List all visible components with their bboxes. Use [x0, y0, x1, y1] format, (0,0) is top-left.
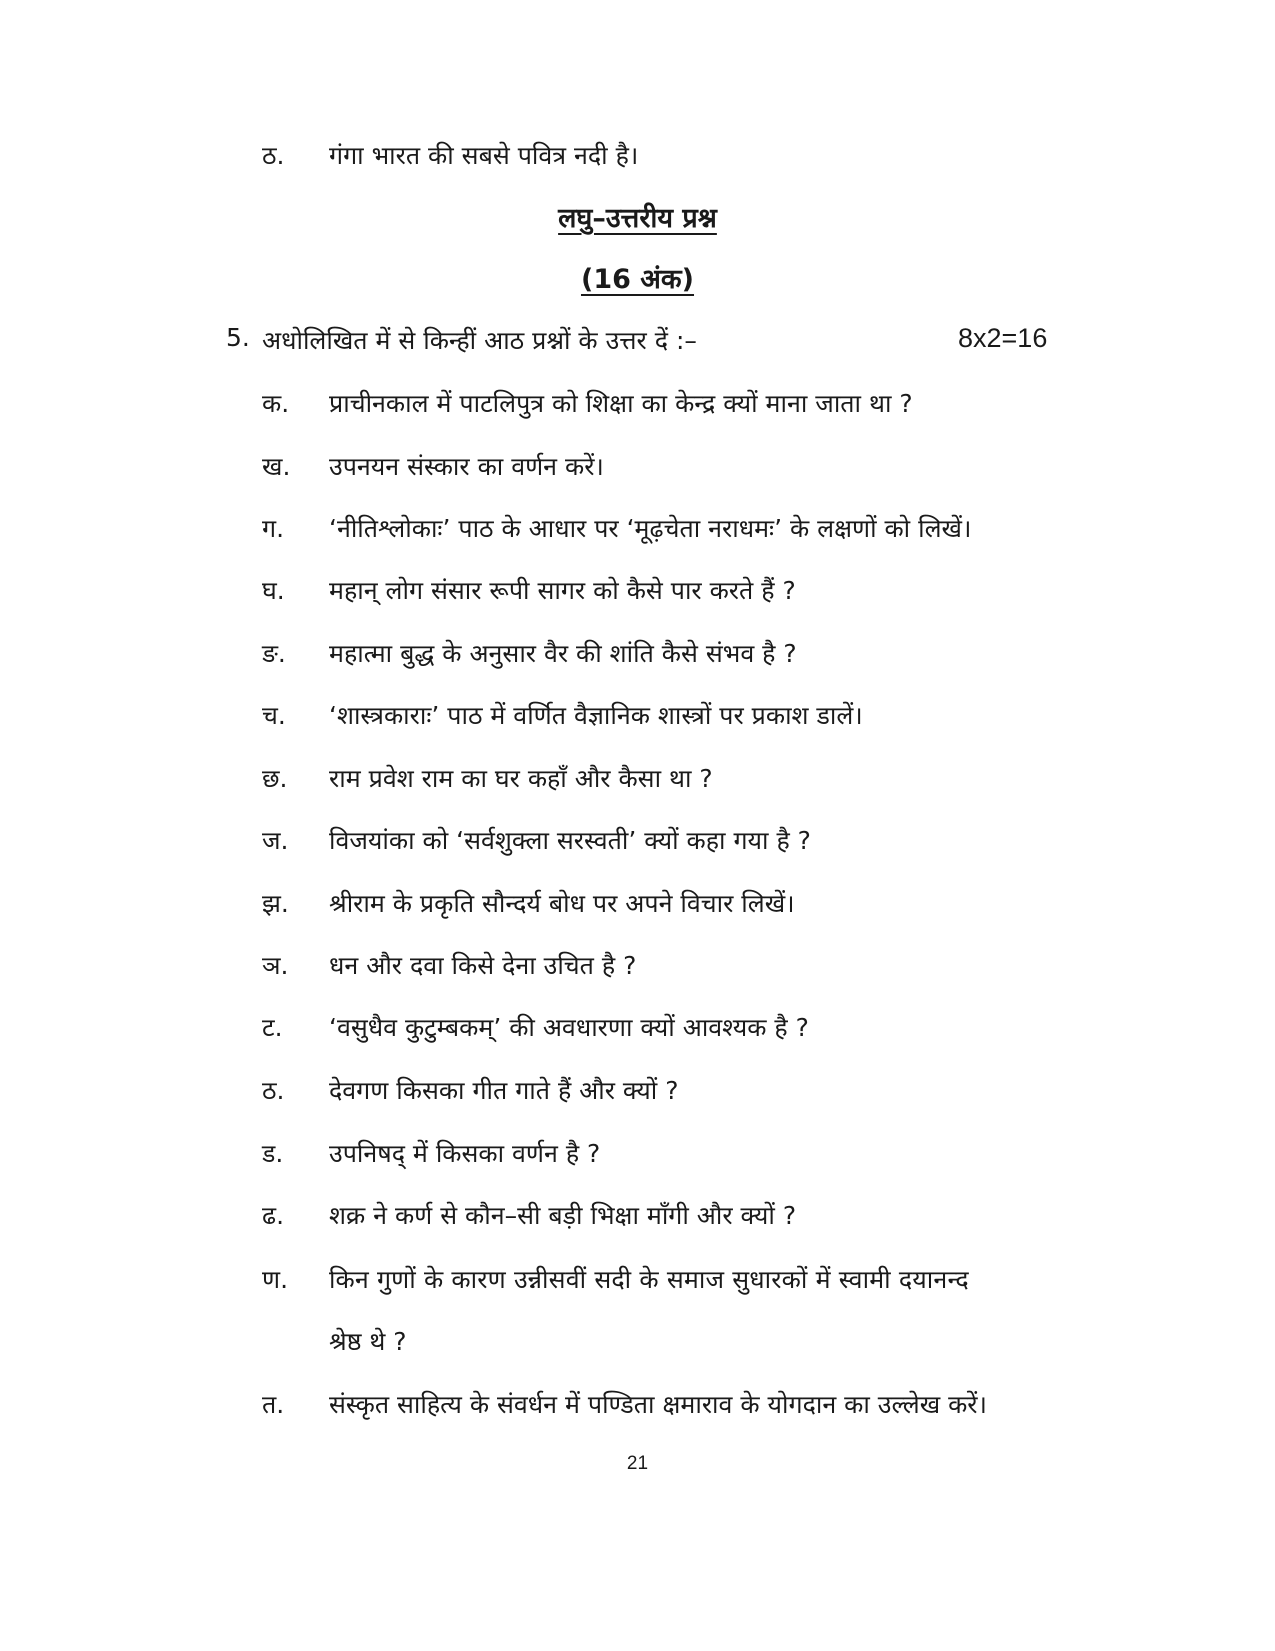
section-title	[0, 198, 1275, 235]
item-text: देवगण किसका गीत गाते हैं और क्यों ?	[329, 1076, 679, 1105]
item-marker: ङ.	[262, 639, 286, 668]
section-title-text: लघु–उत्तरीय प्रश्न	[558, 203, 717, 234]
section-marks-text: (16 अंक)	[580, 264, 695, 295]
item-text: महान् लोग संसार रूपी सागर को कैसे पार करते हैं ?	[329, 576, 796, 605]
page-number: 21	[626, 1453, 649, 1474]
question-number: 5.	[226, 323, 250, 352]
item-marker: च.	[262, 701, 286, 730]
item-text: श्रीराम के प्रकृति सौन्दर्य बोध पर अपने विचार लिखें।	[329, 889, 795, 918]
item-marker: त.	[262, 1390, 285, 1419]
section-marks	[0, 259, 1275, 296]
item-text: ‘नीतिश्लोकाः’ पाठ के आधार पर ‘मूढ़चेता नराधमः’ के लक्षणों को लिखें।	[329, 514, 972, 543]
item-text: धन और दवा किसे देना उचित है ?	[329, 951, 637, 980]
item-text: उपनिषद् में किसका वर्णन है ?	[329, 1139, 601, 1168]
item-text: ‘शास्त्रकाराः’ पाठ में वर्णित वैज्ञानिक शास्त्रों पर प्रकाश डालें।	[329, 701, 863, 730]
item-marker: ठ.	[262, 141, 285, 170]
item-marker: ज.	[262, 826, 289, 855]
item-text: ‘वसुधैव कुटुम्बकम्’ की अवधारणा क्यों आवश्यक है ?	[329, 1013, 809, 1042]
item-text: गंगा भारत की सबसे पवित्र नदी है।	[329, 141, 639, 170]
question-instruction: अधोलिखित में से किन्हीं आठ प्रश्नों के उत्तर दें :–	[262, 326, 697, 355]
item-text: प्राचीनकाल में पाटलिपुत्र को शिक्षा का केन्द्र क्यों माना जाता था ?	[329, 389, 913, 418]
item-text: किन गुणों के कारण उन्नीसवीं सदी के समाज सुधारकों में स्वामी दयानन्द	[329, 1265, 969, 1294]
item-text: राम प्रवेश राम का घर कहाँ और कैसा था ?	[329, 764, 713, 793]
item-marker: क.	[262, 389, 290, 418]
item-text: उपनयन संस्कार का वर्णन करें।	[329, 452, 604, 481]
item-marker: झ.	[262, 889, 289, 918]
item-marker: ण.	[262, 1265, 289, 1294]
item-marker: ग.	[262, 514, 285, 543]
item-marker: ठ.	[262, 1076, 285, 1105]
item-marker: ख.	[262, 452, 291, 481]
item-text: संस्कृत साहित्य के संवर्धन में पण्डिता क्षमाराव के योगदान का उल्लेख करें।	[329, 1390, 987, 1419]
item-text-continued: श्रेष्ठ थे ?	[329, 1327, 407, 1356]
item-marker: ड.	[262, 1139, 284, 1168]
question-marks: 8x2=16	[958, 323, 1048, 353]
item-marker: ट.	[262, 1013, 283, 1042]
item-marker: घ.	[262, 576, 285, 605]
item-text: विजयांका को ‘सर्वशुक्ला सरस्वती’ क्यों कहा गया है ?	[329, 826, 811, 855]
item-marker: छ.	[262, 764, 288, 793]
item-text: महात्मा बुद्ध के अनुसार वैर की शांति कैसे संभव है ?	[329, 639, 797, 668]
item-marker: ढ.	[262, 1201, 285, 1230]
item-text: शक्र ने कर्ण से कौन–सी बड़ी भिक्षा माँगी और क्यों ?	[329, 1201, 797, 1230]
item-marker: ञ.	[262, 951, 289, 980]
